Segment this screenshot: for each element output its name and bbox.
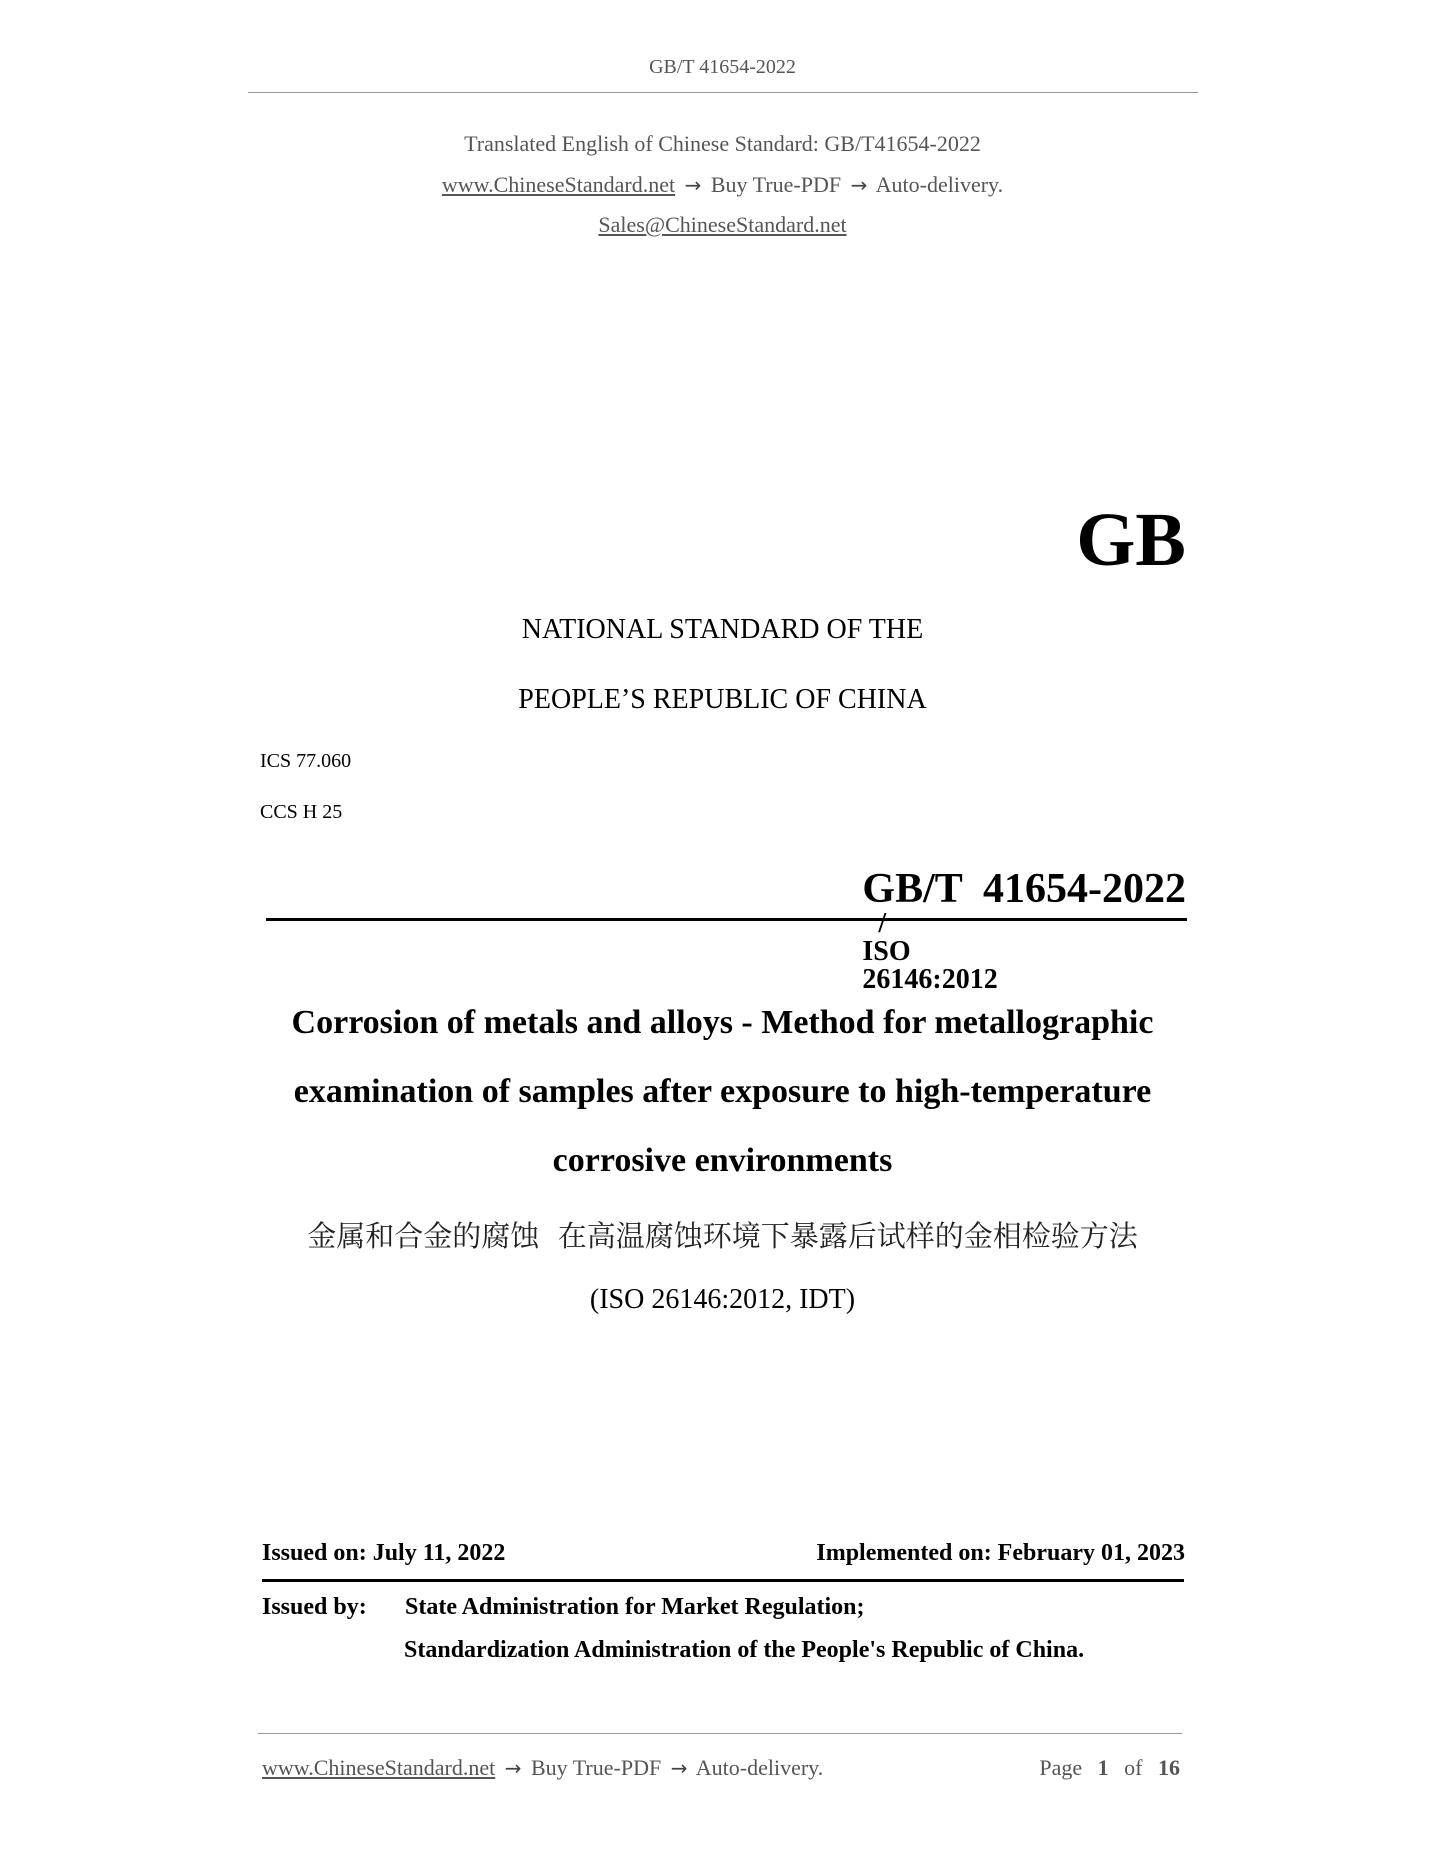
header-buy-text: Buy True-PDF (710, 172, 842, 197)
page-indicator (1039, 1755, 1180, 1781)
dates-underline (262, 1579, 1184, 1582)
number-underline (266, 918, 1187, 921)
running-header-code: GB/T 41654-2022 (649, 56, 796, 78)
arrow-right-icon: → (850, 173, 868, 197)
page-current: 1 (1097, 1755, 1109, 1780)
header-divider (248, 92, 1198, 93)
standard-number: GB/T 41654-2022 (862, 866, 1186, 912)
footer-promo-line (262, 1755, 823, 1781)
header-site-link[interactable]: www.ChineseStandard.net (441, 172, 676, 197)
arrow-right-icon: → (684, 173, 702, 197)
sales-line (0, 212, 1445, 238)
ics-code: ICS 77.060 (260, 750, 352, 772)
of-label: of (1124, 1755, 1143, 1780)
arrow-right-icon: → (670, 1756, 688, 1780)
footer-divider (258, 1733, 1182, 1734)
issued-by-label: Issued by: (262, 1594, 367, 1620)
standard-number-line (854, 852, 1186, 994)
header-auto-text: Auto-delivery. (875, 172, 1004, 197)
title-line-2: examination of samples after exposure to high-temperature (293, 1073, 1152, 1110)
iso-label: ISO (862, 936, 911, 967)
issuer-2: Standardization Administration of the People's Republic of China. (404, 1637, 1085, 1663)
footer-site-link[interactable]: www.ChineseStandard.net (262, 1755, 496, 1780)
page-label: Page (1039, 1755, 1083, 1780)
arrow-right-icon: → (504, 1756, 522, 1780)
sales-email-link[interactable]: Sales@ChineseStandard.net (598, 212, 847, 237)
footer-buy-text: Buy True-PDF (530, 1755, 662, 1780)
chinese-title: 金属和合金的腐蚀 在高温腐蚀环境下暴露后试样的金相检验方法 (307, 1219, 1138, 1253)
footer-auto-text: Auto-delivery. (695, 1755, 824, 1780)
implemented-on: Implemented on: February 01, 2023 (816, 1540, 1185, 1566)
title-line-1: Corrosion of metals and alloys - Method for metallographic (291, 1004, 1154, 1041)
equivalence-note: (ISO 26146:2012, IDT) (589, 1284, 856, 1315)
national-line-2: PEOPLE’S REPUBLIC OF CHINA (518, 684, 927, 715)
translated-line: Translated English of Chinese Standard: GB/T41654-2022 (464, 131, 981, 156)
page-total: 16 (1158, 1755, 1180, 1780)
national-line-1: NATIONAL STANDARD OF THE (521, 614, 924, 645)
iso-number: 26146:2012 (862, 964, 998, 995)
number-slash: / (878, 908, 887, 939)
header-promo-line (0, 172, 1445, 198)
title-line-3: corrosive environments (552, 1142, 893, 1179)
ccs-code: CCS H 25 (260, 801, 343, 823)
gb-mark: GB (1076, 498, 1186, 582)
issued-on: Issued on: July 11, 2022 (262, 1540, 506, 1566)
issuer-1: State Administration for Market Regulation; (405, 1594, 865, 1620)
